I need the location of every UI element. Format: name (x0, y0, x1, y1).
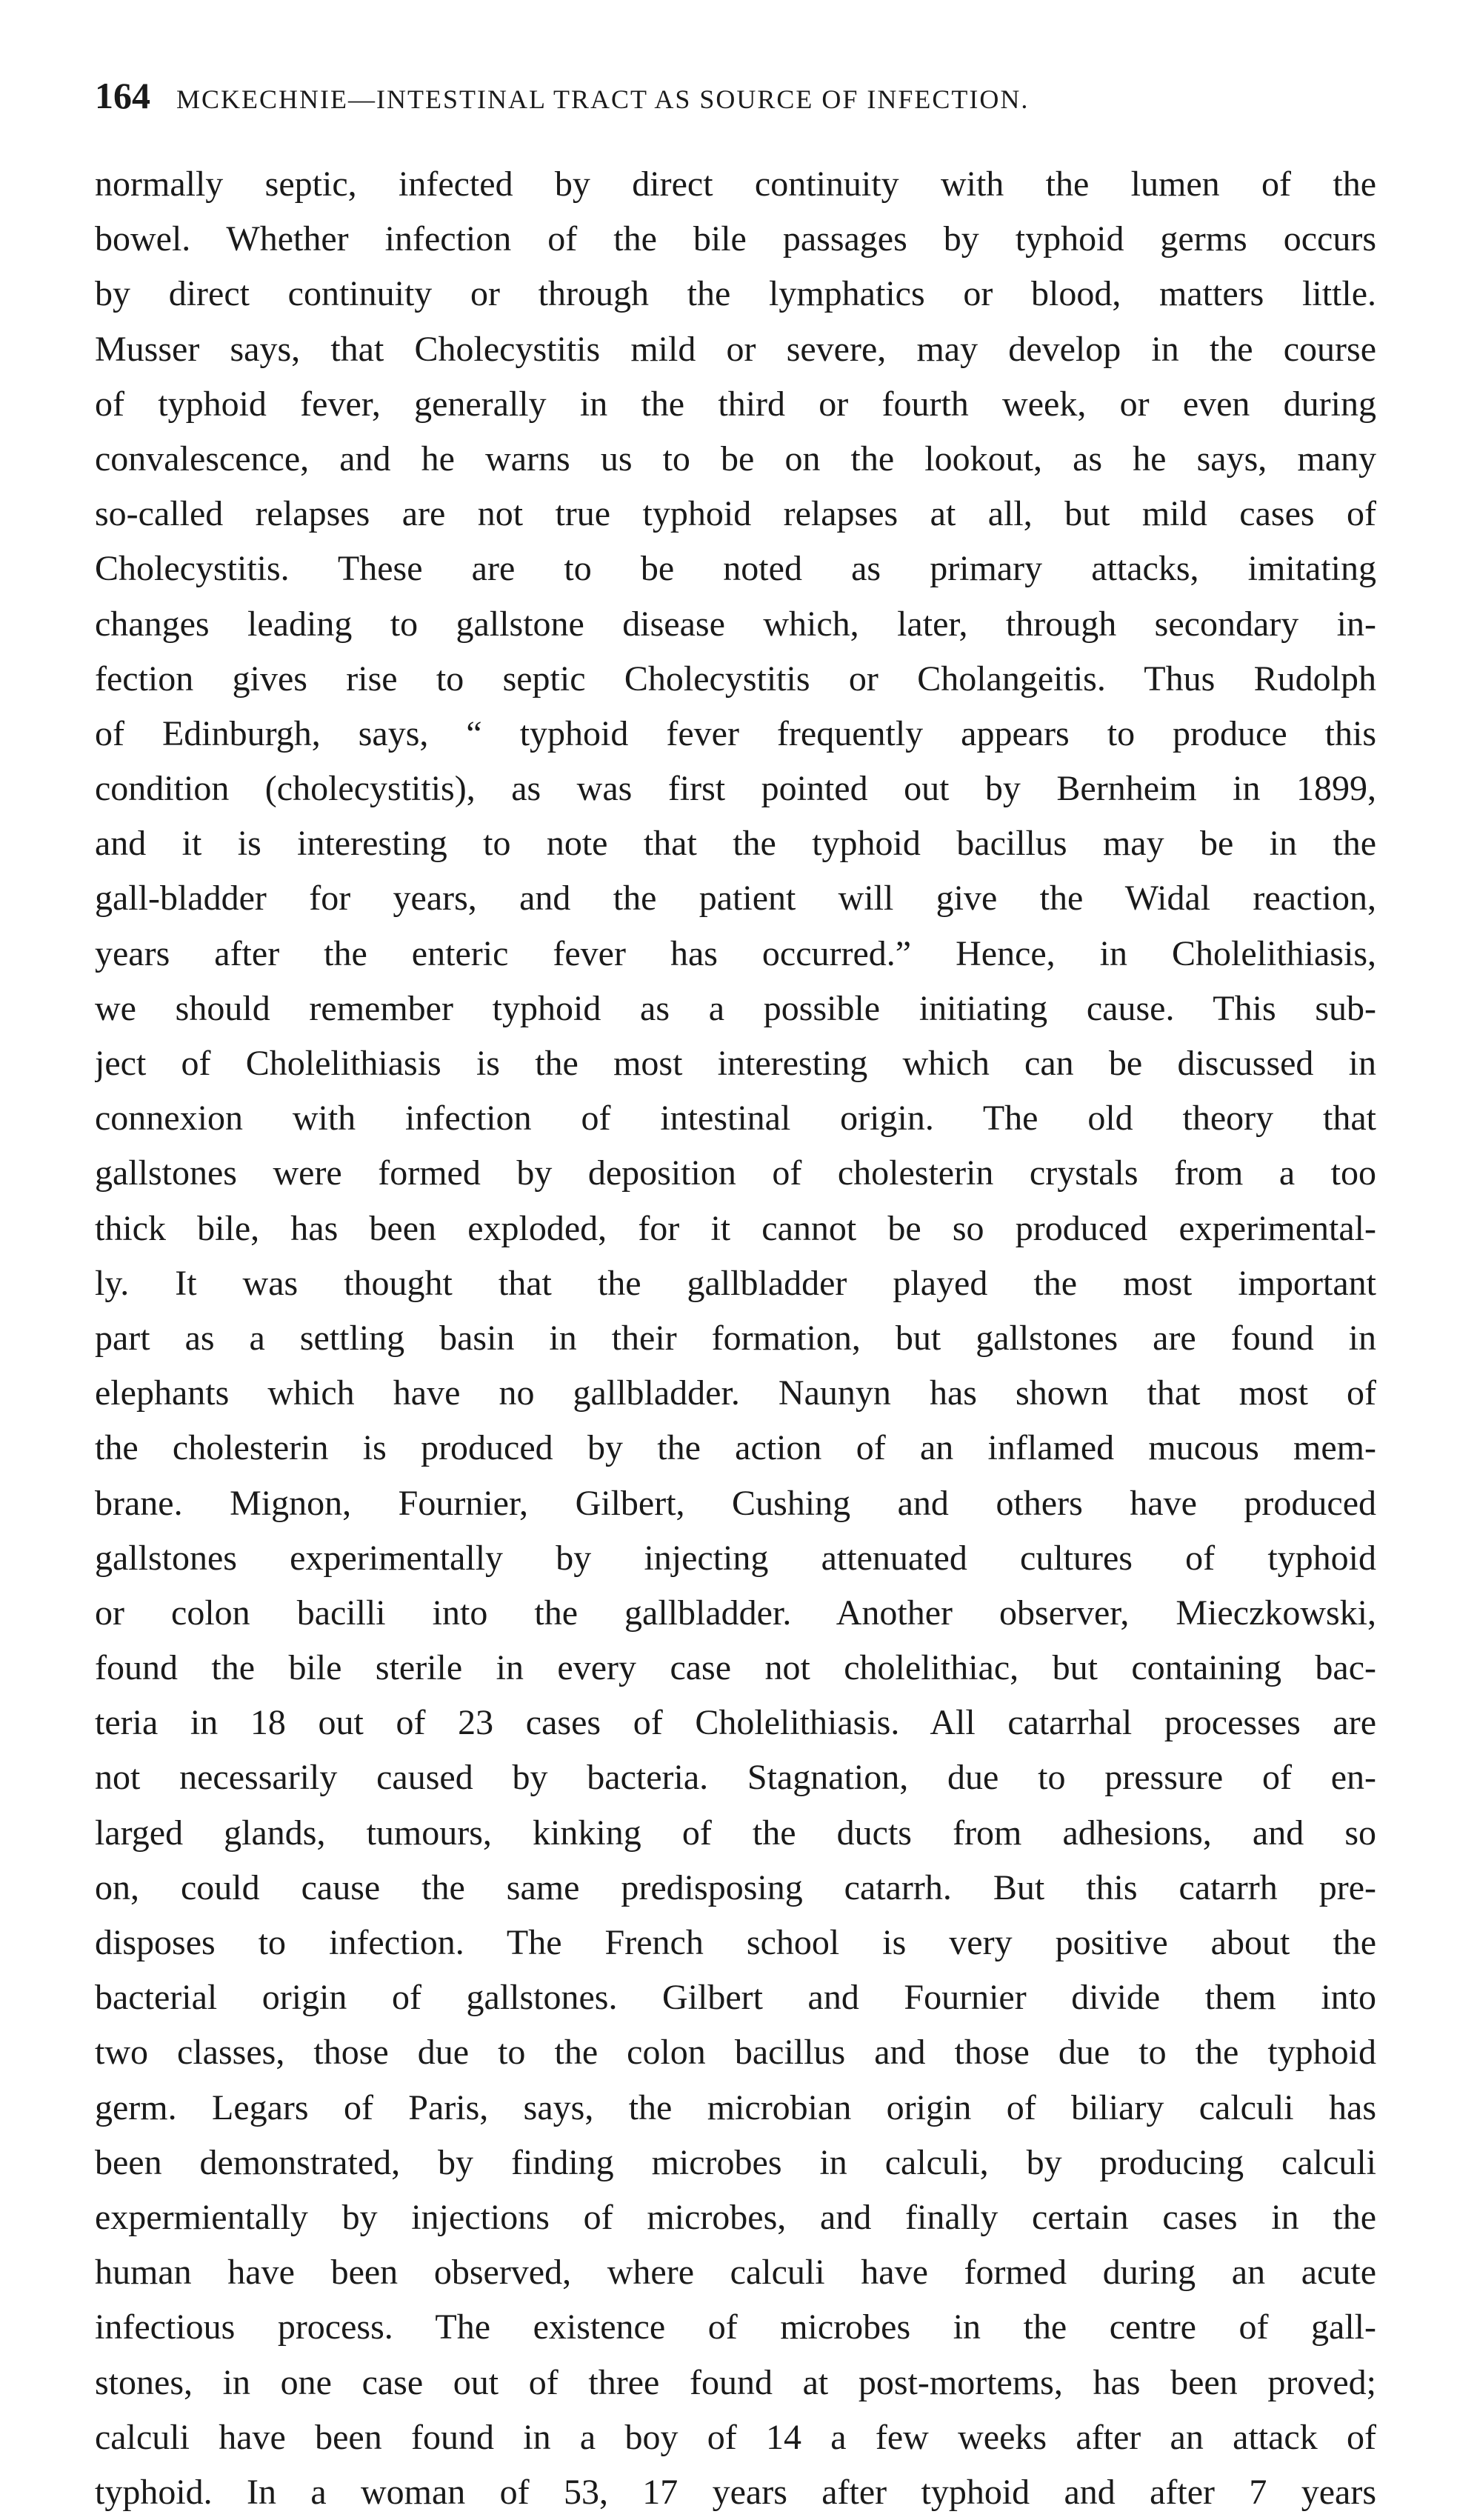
text-line: on, could cause the same predisposing catarrh. But this catarrh pre- (95, 1867, 1376, 1907)
text-line: fection gives rise to septic Cholecystitis or Cholangeitis. Thus Rudolph (95, 659, 1376, 699)
text-line: expermientally by injections of microbes, and finally certain cases in the (95, 2197, 1376, 2237)
text-line: ject of Cholelithiasis is the most interesting which can be discussed in (95, 1044, 1376, 1083)
text-line: germ. Legars of Paris, says, the microbian origin of biliary calculi has (95, 2087, 1376, 2127)
text-line: so-called relapses are not true typhoid relapses at all, but mild cases of (95, 494, 1376, 534)
text-line: bacterial origin of gallstones. Gilbert and Fournier divide them into (95, 1978, 1376, 2018)
text-line: been demonstrated, by finding microbes in calculi, by producing calculi (95, 2142, 1376, 2182)
text-line: convalescence, and he warns us to be on the lookout, as he says, many (95, 439, 1376, 479)
text-line: gallstones experimentally by injecting attenuated cultures of typhoid (95, 1538, 1376, 1578)
text-line: Musser says, that Cholecystitis mild or severe, may develop in the course (95, 329, 1376, 369)
running-title: MCKECHNIE—INTESTINAL TRACT AS SOURCE OF INFECTION. (176, 84, 1030, 114)
text-line: teria in 18 out of 23 cases of Cholelithiasis. All catarrhal processes are (95, 1703, 1376, 1743)
text-line: years after the enteric fever has occurred.” Hence, in Cholelithiasis, (95, 933, 1376, 973)
text-line: brane. Mignon, Fournier, Gilbert, Cushing and others have produced (95, 1483, 1376, 1523)
text-line: stones, in one case out of three found at post-mortems, has been proved; (95, 2362, 1376, 2402)
text-line: calculi have been found in a boy of 14 a few weeks after an attack of (95, 2417, 1376, 2457)
text-line: normally septic, infected by direct continuity with the lumen of the (95, 164, 1376, 204)
text-line: not necessarily caused by bacteria. Stagnation, due to pressure of en- (95, 1758, 1376, 1798)
text-line: gall-bladder for years, and the patient will give the Widal reaction, (95, 879, 1376, 919)
text-line: two classes, those due to the colon bacillus and those due to the typhoid (95, 2033, 1376, 2073)
text-line: bowel. Whether infection of the bile passages by typhoid germs occurs (95, 219, 1376, 259)
running-head (95, 74, 1376, 119)
text-line: or colon bacilli into the gallbladder. Another observer, Mieczkowski, (95, 1593, 1376, 1633)
body-text (95, 157, 1376, 2520)
text-line: of Edinburgh, says, “ typhoid fever frequently appears to produce this (95, 713, 1376, 753)
text-line: connexion with infection of intestinal origin. The old theory that (95, 1099, 1376, 1139)
text-line: of typhoid fever, generally in the third or fourth week, or even during (95, 384, 1376, 424)
text-line: ly. It was thought that the gallbladder played the most important (95, 1263, 1376, 1303)
text-line: thick bile, has been exploded, for it cannot be so produced experimental- (95, 1208, 1376, 1248)
text-line: we should remember typhoid as a possible initiating cause. This sub- (95, 988, 1376, 1028)
text-line: condition (cholecystitis), as was first pointed out by Bernheim in 1899, (95, 769, 1376, 809)
text-line: elephants which have no gallbladder. Naunyn has shown that most of (95, 1373, 1376, 1413)
page-number: 164 (95, 75, 150, 116)
text-line: part as a settling basin in their formation, but gallstones are found in (95, 1318, 1376, 1358)
text-line: Cholecystitis. These are to be noted as primary attacks, imitating (95, 549, 1376, 589)
text-line: changes leading to gallstone disease which, later, through secondary in- (95, 604, 1376, 644)
text-line: human have been observed, where calculi have formed during an acute (95, 2253, 1376, 2293)
text-line: disposes to infection. The French school is very positive about the (95, 1923, 1376, 1962)
book-page (95, 74, 1376, 2520)
text-line: the cholesterin is produced by the action of an inflamed mucous mem- (95, 1428, 1376, 1468)
text-line: infectious process. The existence of microbes in the centre of gall- (95, 2307, 1376, 2347)
text-line: larged glands, tumours, kinking of the ducts from adhesions, and so (95, 1813, 1376, 1853)
text-line: and it is interesting to note that the typhoid bacillus may be in the (95, 824, 1376, 864)
text-line: found the bile sterile in every case not cholelithiac, but containing bac- (95, 1648, 1376, 1688)
text-line: gallstones were formed by deposition of cholesterin crystals from a too (95, 1153, 1376, 1193)
text-line: typhoid. In a woman of 53, 17 years after typhoid and after 7 years (95, 2472, 1376, 2512)
text-line: by direct continuity or through the lymphatics or blood, matters little. (95, 274, 1376, 314)
